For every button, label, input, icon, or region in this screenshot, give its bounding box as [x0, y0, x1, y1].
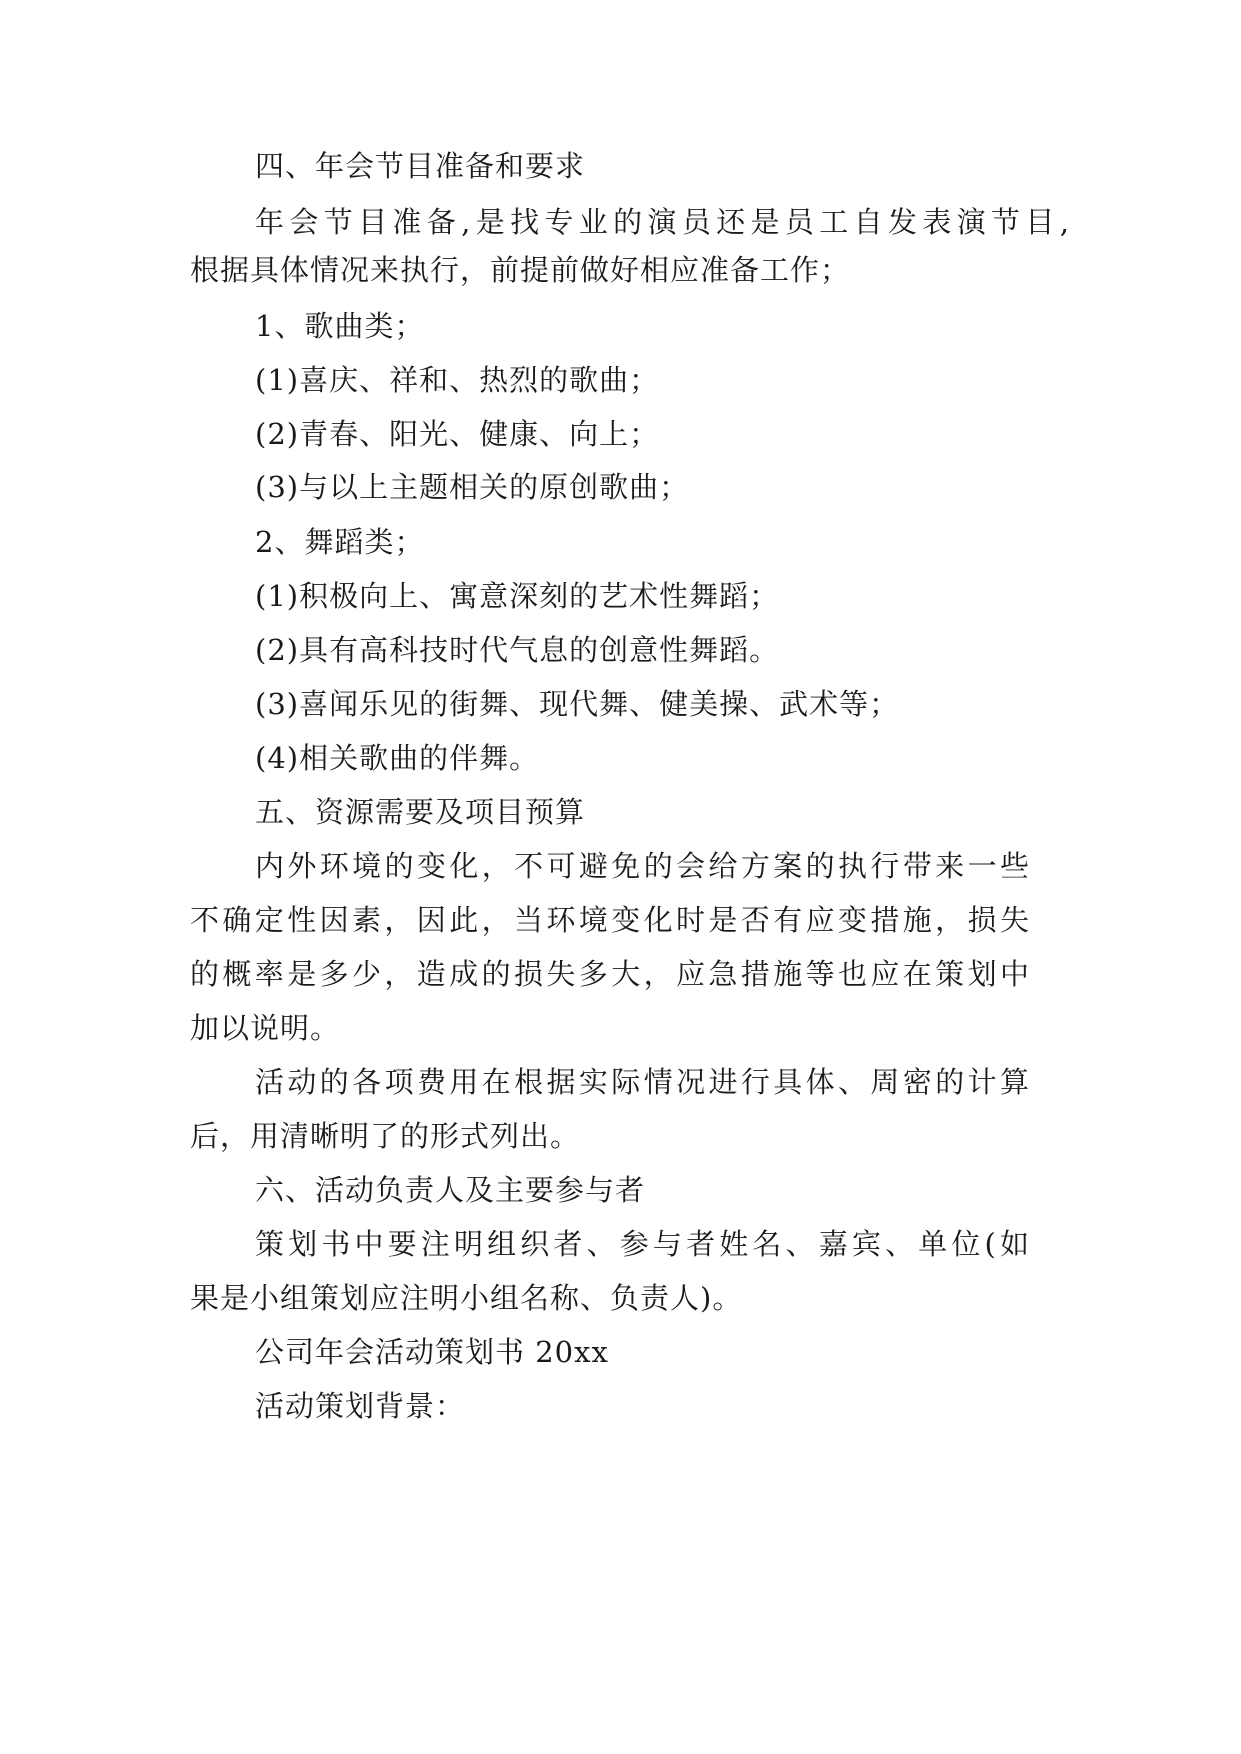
list-heading: 2、舞蹈类；	[255, 525, 425, 559]
paragraph-line: 内外环境的变化，不可避免的会给方案的执行带来一些	[255, 849, 1030, 883]
section-heading-6: 六、活动负责人及主要参与者	[255, 1173, 646, 1207]
paragraph-line: 加以说明。	[190, 1011, 341, 1045]
section-heading-5: 五、资源需要及项目预算	[255, 795, 586, 829]
paragraph-line: 年会节目准备,是找专业的演员还是员工自发表演节目,	[255, 205, 1070, 239]
paragraph-line: 策划书中要注明组织者、参与者姓名、嘉宾、单位(如	[255, 1227, 1030, 1261]
paragraph-line: 根据具体情况来执行，前提前做好相应准备工作；	[190, 253, 851, 287]
subsection-heading: 活动策划背景：	[255, 1389, 466, 1423]
paragraph-line: 后，用清晰明了的形式列出。	[190, 1119, 581, 1153]
paragraph-line: 不确定性因素，因此，当环境变化时是否有应变措施，损失	[190, 903, 1030, 937]
list-item: (1)积极向上、寓意深刻的艺术性舞蹈；	[255, 579, 780, 613]
section-heading-4: 四、年会节目准备和要求	[255, 149, 586, 183]
list-item: (3)喜闻乐见的街舞、现代舞、健美操、武术等；	[255, 687, 900, 721]
list-item: (1)喜庆、祥和、热烈的歌曲；	[255, 363, 660, 397]
list-item: (3)与以上主题相关的原创歌曲；	[255, 470, 690, 504]
document-title-line: 公司年会活动策划书 20xx	[255, 1335, 609, 1369]
list-heading: 1、歌曲类；	[255, 309, 425, 343]
list-item: (2)青春、阳光、健康、向上；	[255, 417, 660, 451]
paragraph-line: 活动的各项费用在根据实际情况进行具体、周密的计算	[255, 1065, 1030, 1099]
list-item: (4)相关歌曲的伴舞。	[255, 741, 540, 775]
list-item: (2)具有高科技时代气息的创意性舞蹈。	[255, 633, 780, 667]
paragraph-line: 的概率是多少，造成的损失多大，应急措施等也应在策划中	[190, 957, 1030, 991]
paragraph-line: 果是小组策划应注明小组名称、负责人)。	[190, 1281, 743, 1315]
